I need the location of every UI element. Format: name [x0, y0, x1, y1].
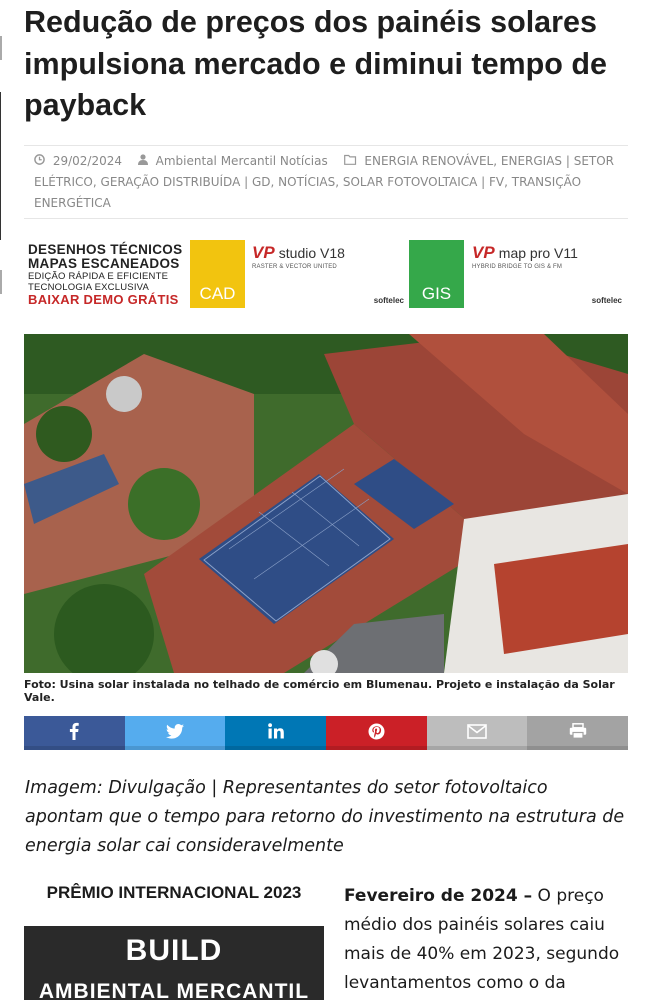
- award-image-text: BUILD: [125, 934, 223, 967]
- post-date: [34, 154, 126, 168]
- article-title: Redução de preços dos painéis solares impulsiona mercado e diminui tempo de payback: [24, 5, 607, 122]
- category-link[interactable]: ENERGIA RENOVÁVEL: [364, 154, 494, 168]
- print-icon: [569, 723, 587, 743]
- left-edge-mark: [0, 270, 2, 294]
- vp-map-pro-product: [472, 243, 622, 307]
- user-icon: [138, 154, 152, 168]
- body-text: O preço médio dos painéis solares caiu mais de 40% em 2023, segundo levantamentos como o da: [344, 886, 620, 993]
- product-suffix: map pro V11: [498, 245, 578, 261]
- banner-line: TECNOLOGIA EXCLUSIVA: [28, 282, 150, 293]
- ad-banner[interactable]: [24, 239, 628, 311]
- category-link[interactable]: ENERGIAS | SETOR ELÉTRICO: [34, 154, 615, 189]
- banner-line: DESENHOS TÉCNICOS: [28, 242, 183, 257]
- gis-badge: GIS: [409, 240, 464, 308]
- softelec-logo: softelec: [373, 296, 404, 305]
- share-bar: [24, 716, 628, 750]
- category-link[interactable]: SOLAR FOTOVOLTAICA | FV: [342, 175, 505, 189]
- share-email-button[interactable]: [427, 716, 528, 750]
- linkedin-icon: [268, 723, 284, 743]
- envelope-icon: [467, 724, 487, 743]
- pinterest-icon: [368, 723, 385, 744]
- share-twitter-button[interactable]: [125, 716, 226, 750]
- product-suffix: studio V18: [278, 245, 345, 261]
- post-date-text[interactable]: 29/02/2024: [52, 154, 122, 168]
- product-subtitle: HYBRID BRIDGE TO GIS & FM: [472, 264, 563, 270]
- banner-line: MAPAS ESCANEADOS: [28, 256, 180, 271]
- award-image[interactable]: [24, 926, 324, 1000]
- category-link[interactable]: NOTÍCIAS: [278, 175, 336, 189]
- share-linkedin-button[interactable]: [225, 716, 326, 750]
- banner-text: [24, 239, 190, 311]
- category-link[interactable]: GERAÇÃO DISTRIBUÍDA | GD: [100, 175, 271, 189]
- photo-caption: Foto: Usina solar instalada no telhado de comércio em Blumenau. Projeto e instalação da Solar Vale.: [24, 678, 615, 704]
- left-edge-mark: [0, 36, 2, 60]
- body-date: Fevereiro de 2024 –: [344, 886, 533, 906]
- article-body: [344, 882, 628, 998]
- twitter-icon: [166, 724, 184, 743]
- article-meta: [24, 145, 628, 219]
- post-author: [138, 154, 332, 168]
- product-name: VP: [472, 243, 495, 262]
- clock-icon: [34, 154, 49, 168]
- banner-line: EDIÇÃO RÁPIDA E EFICIENTE: [28, 271, 169, 282]
- award-image-text: AMBIENTAL MERCANTIL: [38, 980, 310, 1000]
- post-categories: ENERGIA RENOVÁVEL, ENERGIAS | SETOR ELÉTRICO, GERAÇÃO DISTRIBUÍDA | GD, NOTÍCIAS, SOLAR FOTOVOLTAICA | FV, TRANSIÇÃO ENERGÉTICA: [34, 154, 615, 210]
- article-lead: Imagem: Divulgação | Representantes do setor fotovoltaico apontam que o tempo para retorno do investimento na estrutura de energia solar cai consideravelmente: [25, 778, 625, 856]
- post-author-link[interactable]: Ambiental Mercantil Notícias: [155, 154, 328, 168]
- banner-cta[interactable]: BAIXAR DEMO GRÁTIS: [28, 292, 179, 307]
- cad-badge: CAD: [190, 240, 245, 308]
- product-name: VP: [252, 243, 275, 262]
- article-photo: [24, 334, 628, 673]
- product-subtitle: RASTER & VECTOR UNITED: [252, 264, 337, 270]
- category-link[interactable]: TRANSIÇÃO ENERGÉTICA: [34, 175, 582, 210]
- left-edge-rule: [0, 92, 1, 240]
- facebook-icon: [69, 722, 79, 744]
- share-print-button[interactable]: [527, 716, 628, 750]
- softelec-logo: softelec: [591, 296, 622, 305]
- folder-icon: [344, 154, 361, 168]
- vp-studio-product: [252, 243, 404, 307]
- share-pinterest-button[interactable]: [326, 716, 427, 750]
- share-facebook-button[interactable]: [24, 716, 125, 750]
- award-title: PRÊMIO INTERNACIONAL 2023: [46, 883, 302, 902]
